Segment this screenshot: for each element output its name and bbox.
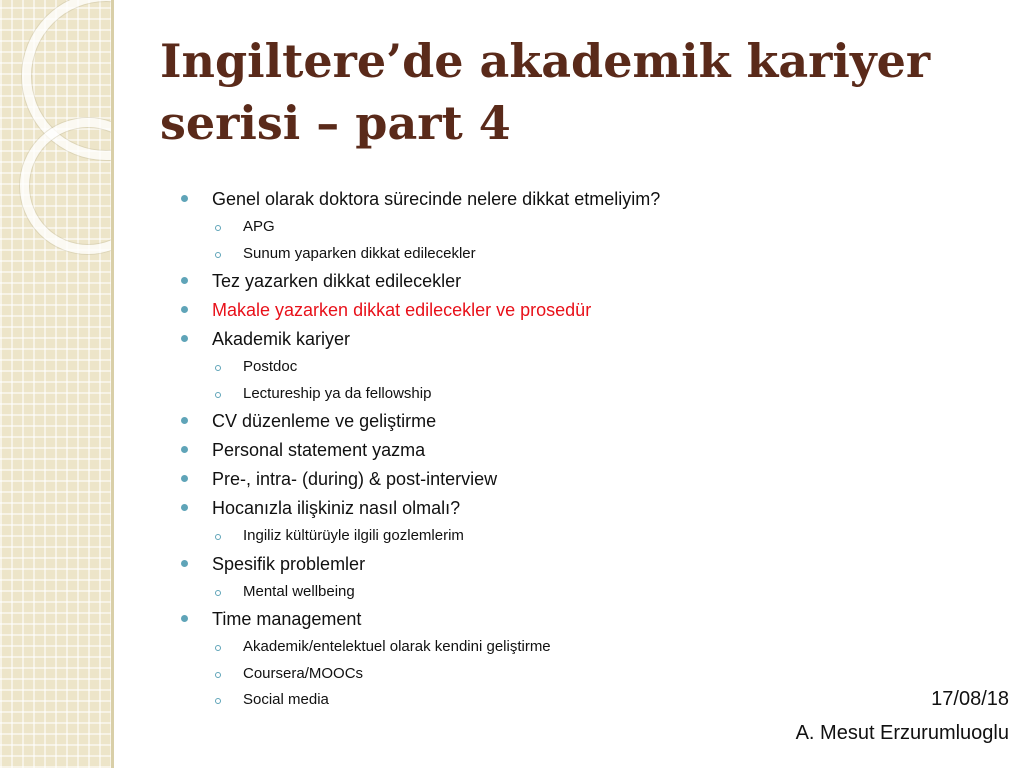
slide-author: A. Mesut Erzurumluoglu [795, 722, 1009, 744]
hollow-circle-bullet-icon [215, 225, 221, 231]
bullet-text: Postdoc [243, 358, 298, 375]
slide-title-line-2: serisi – part 4 [160, 96, 511, 150]
hollow-circle-bullet-icon [215, 365, 221, 371]
bullet-item [181, 185, 941, 214]
bullet-text: Tez yazarken dikkat edilecekler [212, 271, 462, 291]
decorative-ring [20, 118, 113, 254]
bullet-item [181, 407, 941, 436]
bullet-item [181, 465, 941, 494]
bullet-text: Makale yazarken dikkat edilecekler ve prosedür [212, 300, 592, 320]
filled-circle-bullet-icon [181, 335, 188, 342]
hollow-circle-bullet-icon [215, 534, 221, 540]
sub-bullet-item [181, 687, 941, 714]
bullet-text: Pre-, intra- (during) & post-interview [212, 469, 498, 489]
bullet-text: APG [243, 218, 275, 235]
filled-circle-bullet-icon [181, 195, 188, 202]
bullet-text: Spesifik problemler [212, 553, 366, 574]
filled-circle-bullet-icon [181, 475, 188, 482]
sub-bullet-item [181, 241, 941, 268]
side-panel-edge [111, 0, 114, 768]
slide-title [160, 30, 980, 154]
hollow-circle-bullet-icon [215, 645, 221, 651]
sub-bullet-item [181, 634, 941, 661]
decorative-side-panel [0, 0, 113, 768]
bullet-text: Genel olarak doktora sürecinde nelere dikkat etmeliyim? [212, 189, 661, 209]
bullet-text: Sunum yaparken dikkat edilecekler [243, 244, 476, 262]
filled-circle-bullet-icon [181, 446, 188, 453]
sub-bullet-item [181, 661, 941, 688]
sub-bullet-item [181, 381, 941, 408]
bullet-item [181, 494, 941, 523]
slide-date: 17/08/18 [931, 688, 1009, 710]
sub-bullet-item [181, 354, 941, 381]
filled-circle-bullet-icon [181, 615, 188, 622]
bullet-item [181, 267, 941, 296]
sub-bullet-item [181, 523, 941, 550]
filled-circle-bullet-icon [181, 277, 188, 284]
hollow-circle-bullet-icon [215, 672, 221, 678]
bullet-list [181, 185, 941, 714]
bullet-text: Coursera/MOOCs [243, 664, 364, 682]
filled-circle-bullet-icon [181, 560, 188, 567]
bullet-text: Ingiliz kültürüyle ilgili gozlemlerim [243, 527, 464, 544]
filled-circle-bullet-icon [181, 417, 188, 424]
hollow-circle-bullet-icon [215, 698, 221, 704]
bullet-text: CV düzenleme ve geliştirme [212, 411, 437, 431]
sub-bullet-item [181, 579, 941, 606]
filled-circle-bullet-icon [181, 306, 188, 313]
bullet-item [181, 550, 941, 579]
hollow-circle-bullet-icon [215, 392, 221, 398]
bullet-item [181, 436, 941, 465]
bullet-text: Akademik/entelektuel olarak kendini geliştirme [243, 638, 551, 655]
bullet-text: Social media [243, 691, 329, 708]
hollow-circle-bullet-icon [215, 590, 221, 596]
slide-title-line-1: Ingiltere’de akademik kariyer [160, 34, 931, 88]
bullet-text: Hocanızla ilişkiniz nasıl olmalı? [212, 498, 461, 518]
bullet-text: Personal statement yazma [212, 440, 426, 460]
filled-circle-bullet-icon [181, 504, 188, 511]
hollow-circle-bullet-icon [215, 252, 221, 258]
bullet-item [181, 605, 941, 634]
bullet-text: Time management [212, 609, 362, 629]
bullet-text: Lectureship ya da fellowship [243, 384, 432, 402]
sub-bullet-item [181, 214, 941, 241]
bullet-item [181, 325, 941, 354]
bullet-text: Akademik kariyer [212, 329, 351, 349]
bullet-item [181, 296, 941, 325]
bullet-text: Mental wellbeing [243, 582, 355, 600]
